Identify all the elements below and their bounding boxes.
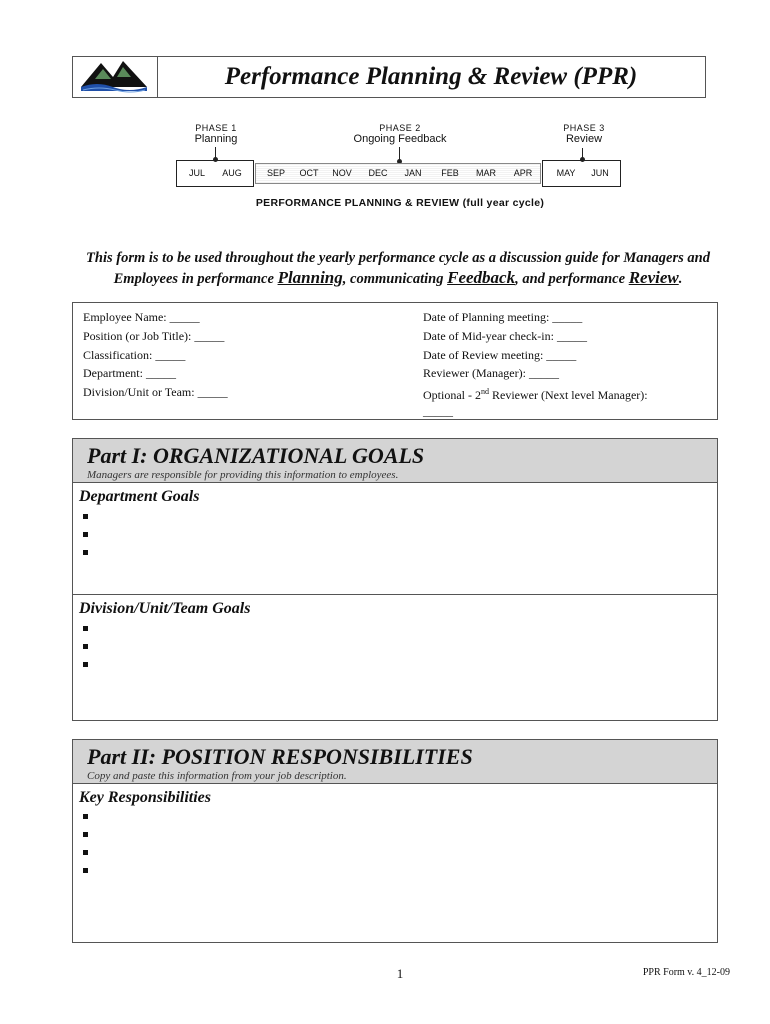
month-label: APR xyxy=(513,168,533,178)
month-label: NOV xyxy=(332,168,352,178)
month-label: JUL xyxy=(188,168,205,178)
page-title: Performance Planning & Review (PPR) xyxy=(224,63,638,90)
bullet-icon[interactable] xyxy=(83,850,88,855)
bullet-icon[interactable] xyxy=(83,662,88,667)
position-field[interactable]: Position (or Job Title): _____ xyxy=(83,329,225,343)
cycle-label: PERFORMANCE PLANNING & REVIEW (full year cycle) xyxy=(255,197,545,209)
bullet-icon[interactable] xyxy=(83,514,88,519)
page-number: 1 xyxy=(396,966,404,981)
month-label: MAY xyxy=(556,168,576,178)
employee-name-field[interactable]: Employee Name: _____ xyxy=(83,310,200,324)
part-2-title: Part II: POSITION RESPONSIBILITIES xyxy=(87,744,473,769)
phase-number: PHASE 1 xyxy=(195,123,237,133)
key-responsibilities-title: Key Responsibilities xyxy=(79,789,211,806)
month-label: FEB xyxy=(441,168,459,178)
month-label: DEC xyxy=(368,168,388,178)
intro-line-1: This form is to be used throughout the yearly performance cycle as a discussion guide for Managers and xyxy=(86,250,710,266)
mountain-logo-icon xyxy=(73,57,157,97)
part-2-subtitle: Copy and paste this information from your job description. xyxy=(87,770,347,782)
intro-line-2: Employees in performance Planning, communicating Feedback, and performance Review. xyxy=(113,268,683,287)
phase-number: PHASE 3 xyxy=(563,123,605,133)
part-1-header xyxy=(73,439,717,483)
bullet-icon[interactable] xyxy=(83,832,88,837)
midyear-date-field[interactable]: Date of Mid-year check-in: _____ xyxy=(423,329,587,343)
month-label: SEP xyxy=(266,168,285,178)
phase-3-label xyxy=(544,123,624,145)
review-date-field[interactable]: Date of Review meeting: _____ xyxy=(423,348,577,362)
month-label: OCT xyxy=(299,168,319,178)
intro-text xyxy=(66,248,730,289)
department-field[interactable]: Department: _____ xyxy=(83,366,176,380)
month-label: JAN xyxy=(404,168,422,178)
month-label: AUG xyxy=(222,168,242,178)
feedback-word: Feedback xyxy=(447,268,516,287)
phase-name: Ongoing Feedback xyxy=(353,133,447,145)
phase-2-label xyxy=(330,123,470,145)
bullet-icon[interactable] xyxy=(83,644,88,649)
bullet-icon[interactable] xyxy=(83,814,88,819)
divider xyxy=(73,594,717,595)
team-goals-title: Division/Unit/Team Goals xyxy=(79,600,251,617)
header-box xyxy=(72,56,706,98)
form-version: PPR Form v. 4_12-09 xyxy=(642,967,730,978)
bullet-icon[interactable] xyxy=(83,626,88,631)
bullet-icon[interactable] xyxy=(83,868,88,873)
part-2-header xyxy=(73,740,717,784)
phase-number: PHASE 2 xyxy=(379,123,421,133)
review-word: Review xyxy=(628,268,679,287)
part-1-subtitle: Managers are responsible for providing this information to employees. xyxy=(87,469,399,481)
employee-info-box xyxy=(72,302,718,420)
division-field[interactable]: Division/Unit or Team: _____ xyxy=(83,385,228,399)
planning-date-field[interactable]: Date of Planning meeting: _____ xyxy=(423,310,583,324)
part-2-section xyxy=(72,739,718,943)
planning-word: Planning xyxy=(277,268,343,287)
second-reviewer-blank[interactable]: _____ xyxy=(423,404,453,418)
reviewer-field[interactable]: Reviewer (Manager): _____ xyxy=(423,366,559,380)
part-1-title: Part I: ORGANIZATIONAL GOALS xyxy=(87,443,425,468)
logo-cell xyxy=(73,57,158,97)
month-label: JUN xyxy=(591,168,609,178)
phase-name: Review xyxy=(565,133,603,145)
bullet-icon[interactable] xyxy=(83,550,88,555)
second-reviewer-field[interactable]: Optional - 2nd Reviewer (Next level Manager): xyxy=(423,387,648,402)
phase-name: Planning xyxy=(194,133,238,145)
bullet-icon[interactable] xyxy=(83,532,88,537)
department-goals-title: Department Goals xyxy=(79,488,200,505)
month-label: MAR xyxy=(476,168,496,178)
phase-1-label xyxy=(176,123,256,145)
part-1-section xyxy=(72,438,718,721)
classification-field[interactable]: Classification: _____ xyxy=(83,348,186,362)
